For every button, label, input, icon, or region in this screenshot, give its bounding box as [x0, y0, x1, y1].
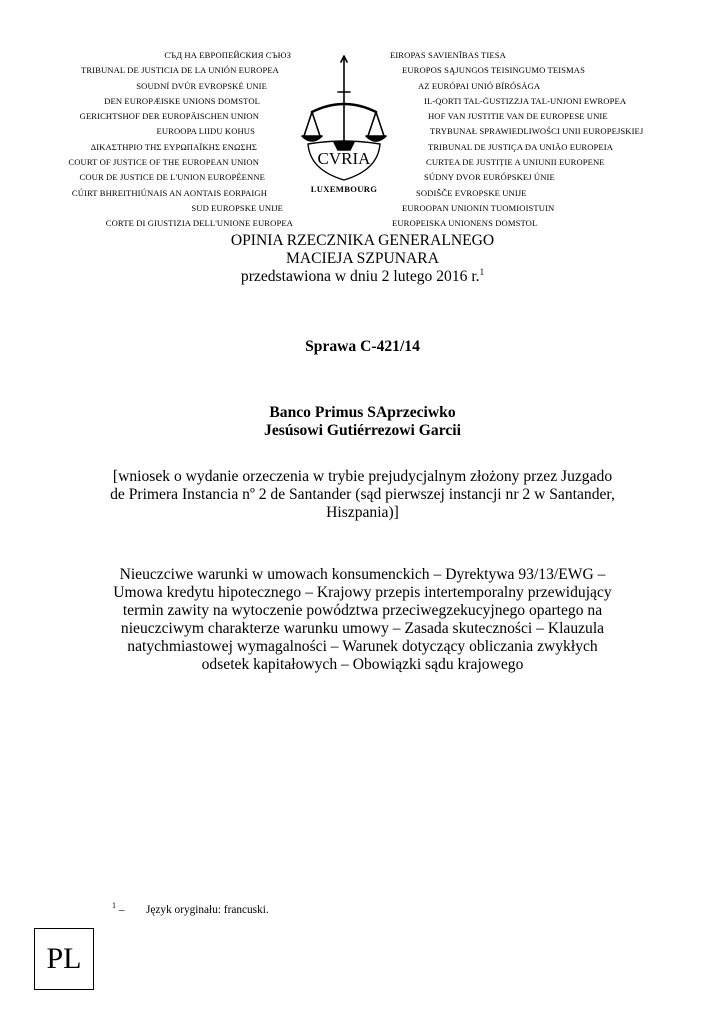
language-code-box — [34, 928, 94, 990]
case-number: Sprawa C-421/14 — [305, 338, 420, 355]
court-name: СЪД НА ЕВРОПЕЙСКИЯ СЪЮЗ — [164, 50, 291, 60]
keyword-line: natychmiastowej wymagalności – Warunek dotyczący obliczania zwykłych — [127, 638, 598, 655]
footnote-reference[interactable]: 1 — [479, 266, 485, 277]
court-name: HOF VAN JUSTITIE VAN DE EUROPESE UNIE — [428, 111, 608, 122]
delivery-date-text: przedstawiona w dniu 2 lutego 2016 r. — [240, 268, 480, 285]
court-name: TRIBUNAL DE JUSTIÇA DA UNIÃO EUROPEIA — [428, 141, 614, 152]
keyword-line: odsetek kapitałowych – Obowiązki sądu krajowego — [201, 656, 524, 673]
footnote-marker — [112, 899, 146, 917]
court-name: CÚIRT BHREITHIÚNAIS AN AONTAIS EORPAIGH — [71, 187, 267, 198]
keyword-line: termin zawity na wytoczenie powództwa przeciwegzekucyjnego opartego na — [122, 602, 603, 619]
court-name: EUROPOS SĄJUNGOS TEISINGUMO TEISMAS — [402, 65, 585, 76]
party-line: Banco Primus SAprzeciwko — [269, 404, 456, 421]
court-name: ΔΙΚΑΣΤΗΡΙΟ ΤΗΣ ΕΥΡΩΠΑΪΚΗΣ ΕΝΩΣΗΣ — [90, 141, 257, 152]
language-code: PL — [46, 942, 82, 975]
request-line: Hiszpania)] — [326, 504, 399, 521]
logo-place: LUXEMBOURG — [310, 184, 378, 194]
opinion-line: OPINIA RZECZNIKA GENERALNEGO — [230, 232, 495, 249]
court-name: TRIBUNAL DE JUSTICIA DE LA UNIÓN EUROPEA — [81, 65, 279, 76]
court-name: EIROPAS SAVIENĪBAS TIESA — [390, 50, 506, 60]
court-name: SUD EUROPSKE UNIJE — [191, 202, 283, 213]
court-names-left — [68, 48, 295, 232]
party-line: Jesúsowi Gutiérrezowi Garcii — [264, 422, 461, 439]
keyword-line: nieuczciwym charakterze warunku umowy – Zasada skuteczności – Klauzula — [120, 620, 605, 637]
court-name: SOUDNÍ DVŮR EVROPSKÉ UNIE — [136, 80, 267, 91]
parties — [60, 404, 665, 440]
court-name: COUR DE JUSTICE DE L'UNION EUROPÉENNE — [79, 172, 265, 183]
court-name: EUROOPAN UNIONIN TUOMIOISTUIN — [402, 202, 555, 213]
request-line: de Primera Instancia nº 2 de Santander (sąd pierwszej instancji nr 2 w Santander, — [110, 486, 615, 503]
court-name: IL-QORTI TAL-ĠUSTIZZJA TAL-UNJONI EWROPEA — [424, 95, 627, 106]
court-name: EUROPEISKA UNIONENS DOMSTOL — [392, 218, 538, 229]
keyword-line: Umowa kredytu hipotecznego – Krajowy przepis intertemporalny przewidujący — [113, 584, 612, 601]
logo-text: CVRIA — [317, 149, 371, 168]
court-name: GERICHTSHOF DER EUROPÄISCHEN UNION — [79, 111, 259, 122]
court-name: CURTEA DE JUSTIȚIE A UNIUNII EUROPENE — [426, 157, 605, 168]
advocate-general-name: MACIEJA SZPUNARA — [286, 250, 439, 267]
court-name: EUROOPA LIIDU KOHUS — [156, 126, 255, 137]
court-name: CORTE DI GIUSTIZIA DELL'UNIONE EUROPEA — [105, 218, 293, 229]
footnote-number: 1 — [112, 901, 116, 910]
court-name: DEN EUROPÆISKE UNIONS DOMSTOL — [104, 95, 260, 106]
keyword-line: Nieuczciwe warunki w umowach konsumenckich – Dyrektywa 93/13/EWG – — [119, 566, 606, 583]
footnote — [112, 899, 269, 917]
request-line: [wniosek o wydanie orzeczenia w trybie prejudycjalnym złożony przez Juzgado — [112, 468, 613, 485]
court-name: TRYBUNAŁ SPRAWIEDLIWOŚCI UNII EUROPEJSKIEJ — [430, 126, 644, 137]
reference-request — [60, 468, 665, 522]
delivery-date — [60, 268, 665, 286]
keywords — [60, 566, 665, 674]
court-name: SÚDNY DVOR EURÓPSKEJ ÚNIE — [424, 172, 555, 183]
footnote-dash: – — [118, 903, 125, 916]
opinion-title — [60, 232, 665, 286]
court-name: AZ EURÓPAI UNIÓ BÍRÓSÁGA — [418, 80, 541, 91]
footnote-text: Język oryginału: francuski. — [146, 903, 269, 916]
court-name: SODIŠČE EVROPSKE UNIJE — [416, 187, 527, 198]
court-name: COURT OF JUSTICE OF THE EUROPEAN UNION — [68, 157, 259, 168]
curia-logo-icon — [298, 52, 390, 202]
court-names-right — [390, 48, 643, 232]
